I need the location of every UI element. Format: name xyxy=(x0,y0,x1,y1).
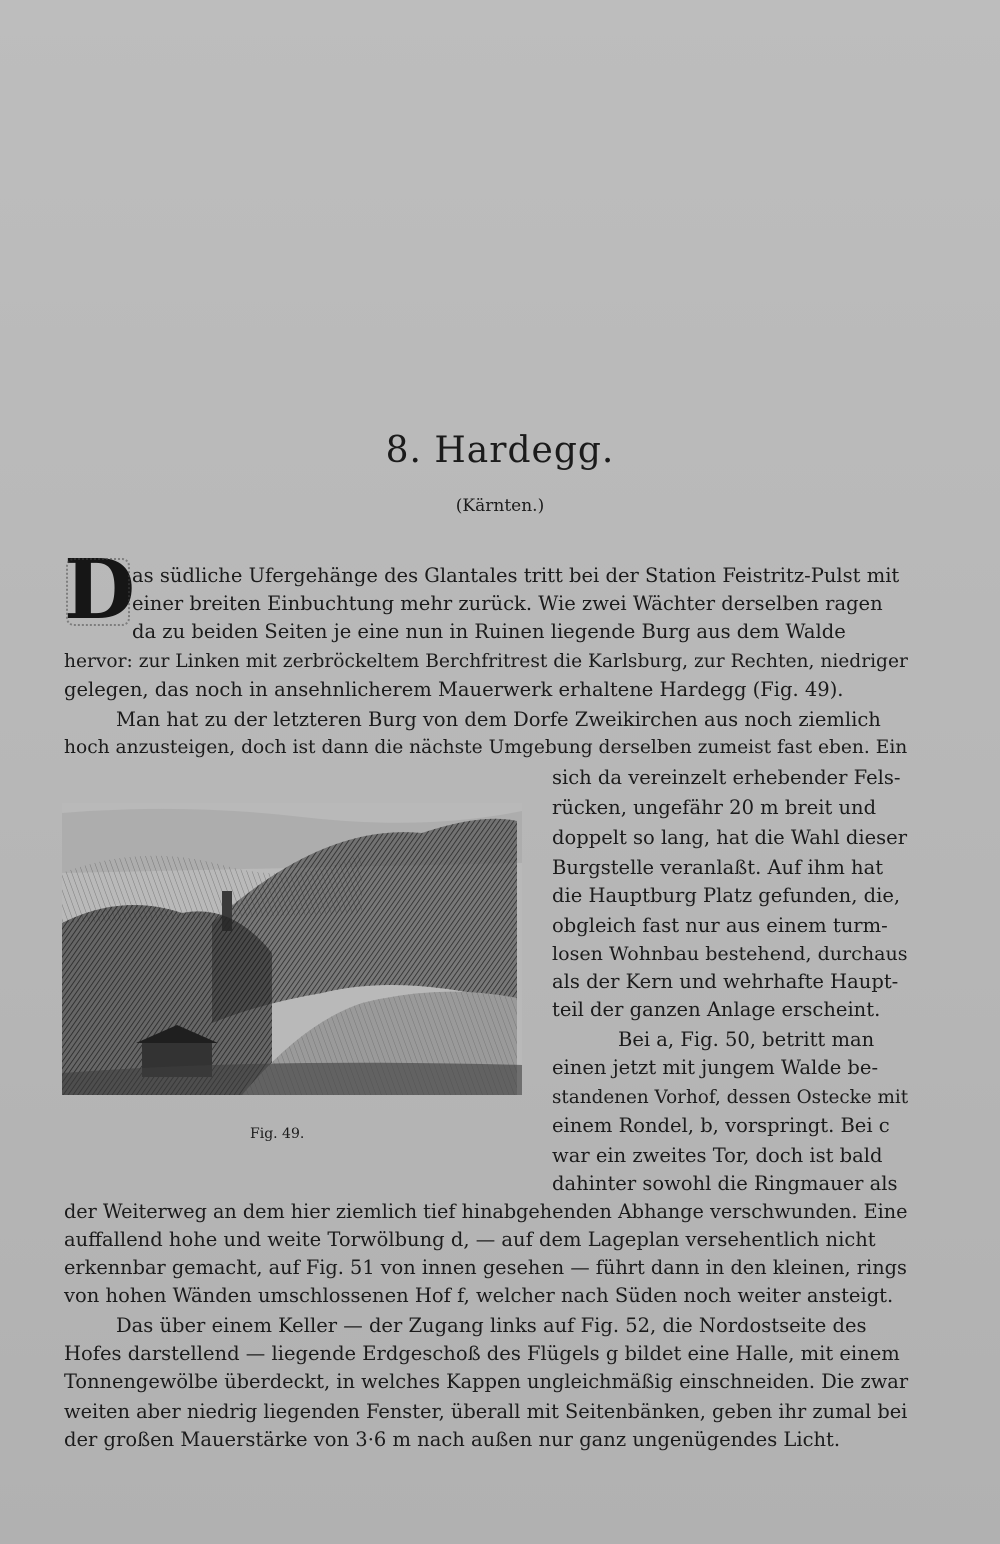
text-line: obgleich fast nur aus einem turm- xyxy=(552,914,888,937)
text-line: Man hat zu der letzteren Burg von dem Dorfe Zweikirchen aus noch ziemlich xyxy=(116,708,881,731)
text-line: rücken, ungefähr 20 m breit und xyxy=(552,796,877,819)
text-line: Burgstelle veranlaßt. Auf ihm hat xyxy=(552,856,884,879)
text-line: die Hauptburg Platz gefunden, die, xyxy=(552,884,901,907)
landscape-illustration xyxy=(62,803,522,1095)
chapter-title: 8. Hardegg. xyxy=(385,430,615,471)
text-line: standenen Vorhof, dessen Ostecke mit xyxy=(552,1087,909,1108)
text-line: losen Wohnbau bestehend, durchaus xyxy=(552,943,908,965)
text-line: dahinter sowohl die Ringmauer als xyxy=(552,1172,898,1195)
text-line: war ein zweites Tor, doch ist bald xyxy=(552,1144,883,1167)
text-line: sich da vereinzelt erhebender Fels- xyxy=(552,766,901,789)
text-line: as südliche Ufergehänge des Glantales tritt bei der Station Feistritz-Pulst mit xyxy=(132,564,900,587)
text-line: einen jetzt mit jungem Walde be- xyxy=(552,1056,879,1079)
text-line: als der Kern und wehrhafte Haupt- xyxy=(552,970,899,993)
drop-cap-initial: D xyxy=(64,542,136,638)
text-line: auffallend hohe und weite Torwölbung d, — auf dem Lageplan versehentlich nicht xyxy=(64,1228,876,1251)
text-line: doppelt so lang, hat die Wahl dieser xyxy=(552,826,908,849)
text-line: einer breiten Einbuchtung mehr zurück. Wie zwei Wächter derselben ragen xyxy=(132,592,883,615)
text-line: der großen Mauerstärke von 3·6 m nach außen nur ganz ungenügendes Licht. xyxy=(64,1428,841,1451)
text-line: teil der ganzen Anlage erscheint. xyxy=(552,998,881,1021)
text-line: einem Rondel, b, vorspringt. Bei c xyxy=(552,1114,890,1137)
text-line: von hohen Wänden umschlossenen Hof f, welcher nach Süden noch weiter ansteigt. xyxy=(64,1284,894,1307)
figure-caption: Fig. 49. xyxy=(250,1126,305,1142)
chapter-subtitle: (Kärnten.) xyxy=(455,496,545,516)
text-line: der Weiterweg an dem hier ziemlich tief hinabgehenden Abhange verschwunden. Eine xyxy=(64,1200,908,1223)
text-line: hervor: zur Linken mit zerbröckeltem Berchfritrest die Karlsburg, zur Rechten, niedriger xyxy=(64,651,908,672)
text-line: Das über einem Keller — der Zugang links auf Fig. 52, die Nordostseite des xyxy=(116,1314,867,1337)
text-line: Hofes darstellend — liegende Erdgeschoß des Flügels g bildet eine Halle, mit einem xyxy=(64,1342,900,1365)
text-line: erkennbar gemacht, auf Fig. 51 von innen gesehen — führt dann in den kleinen, rings xyxy=(64,1256,907,1279)
text-line: hoch anzusteigen, doch ist dann die nächste Umgebung derselben zumeist fast eben. Ein xyxy=(64,737,908,758)
text-line: da zu beiden Seiten je eine nun in Ruinen liegende Burg aus dem Walde xyxy=(132,620,846,643)
text-line: weiten aber niedrig liegenden Fenster, überall mit Seitenbänken, geben ihr zumal bei xyxy=(64,1400,908,1423)
text-line: Bei a, Fig. 50, betritt man xyxy=(618,1028,875,1051)
text-line: gelegen, das noch in ansehnlicherem Mauerwerk erhaltene Hardegg (Fig. 49). xyxy=(64,678,844,701)
text-line: Tonnengewölbe überdeckt, in welches Kappen ungleichmäßig einschneiden. Die zwar xyxy=(64,1370,909,1393)
